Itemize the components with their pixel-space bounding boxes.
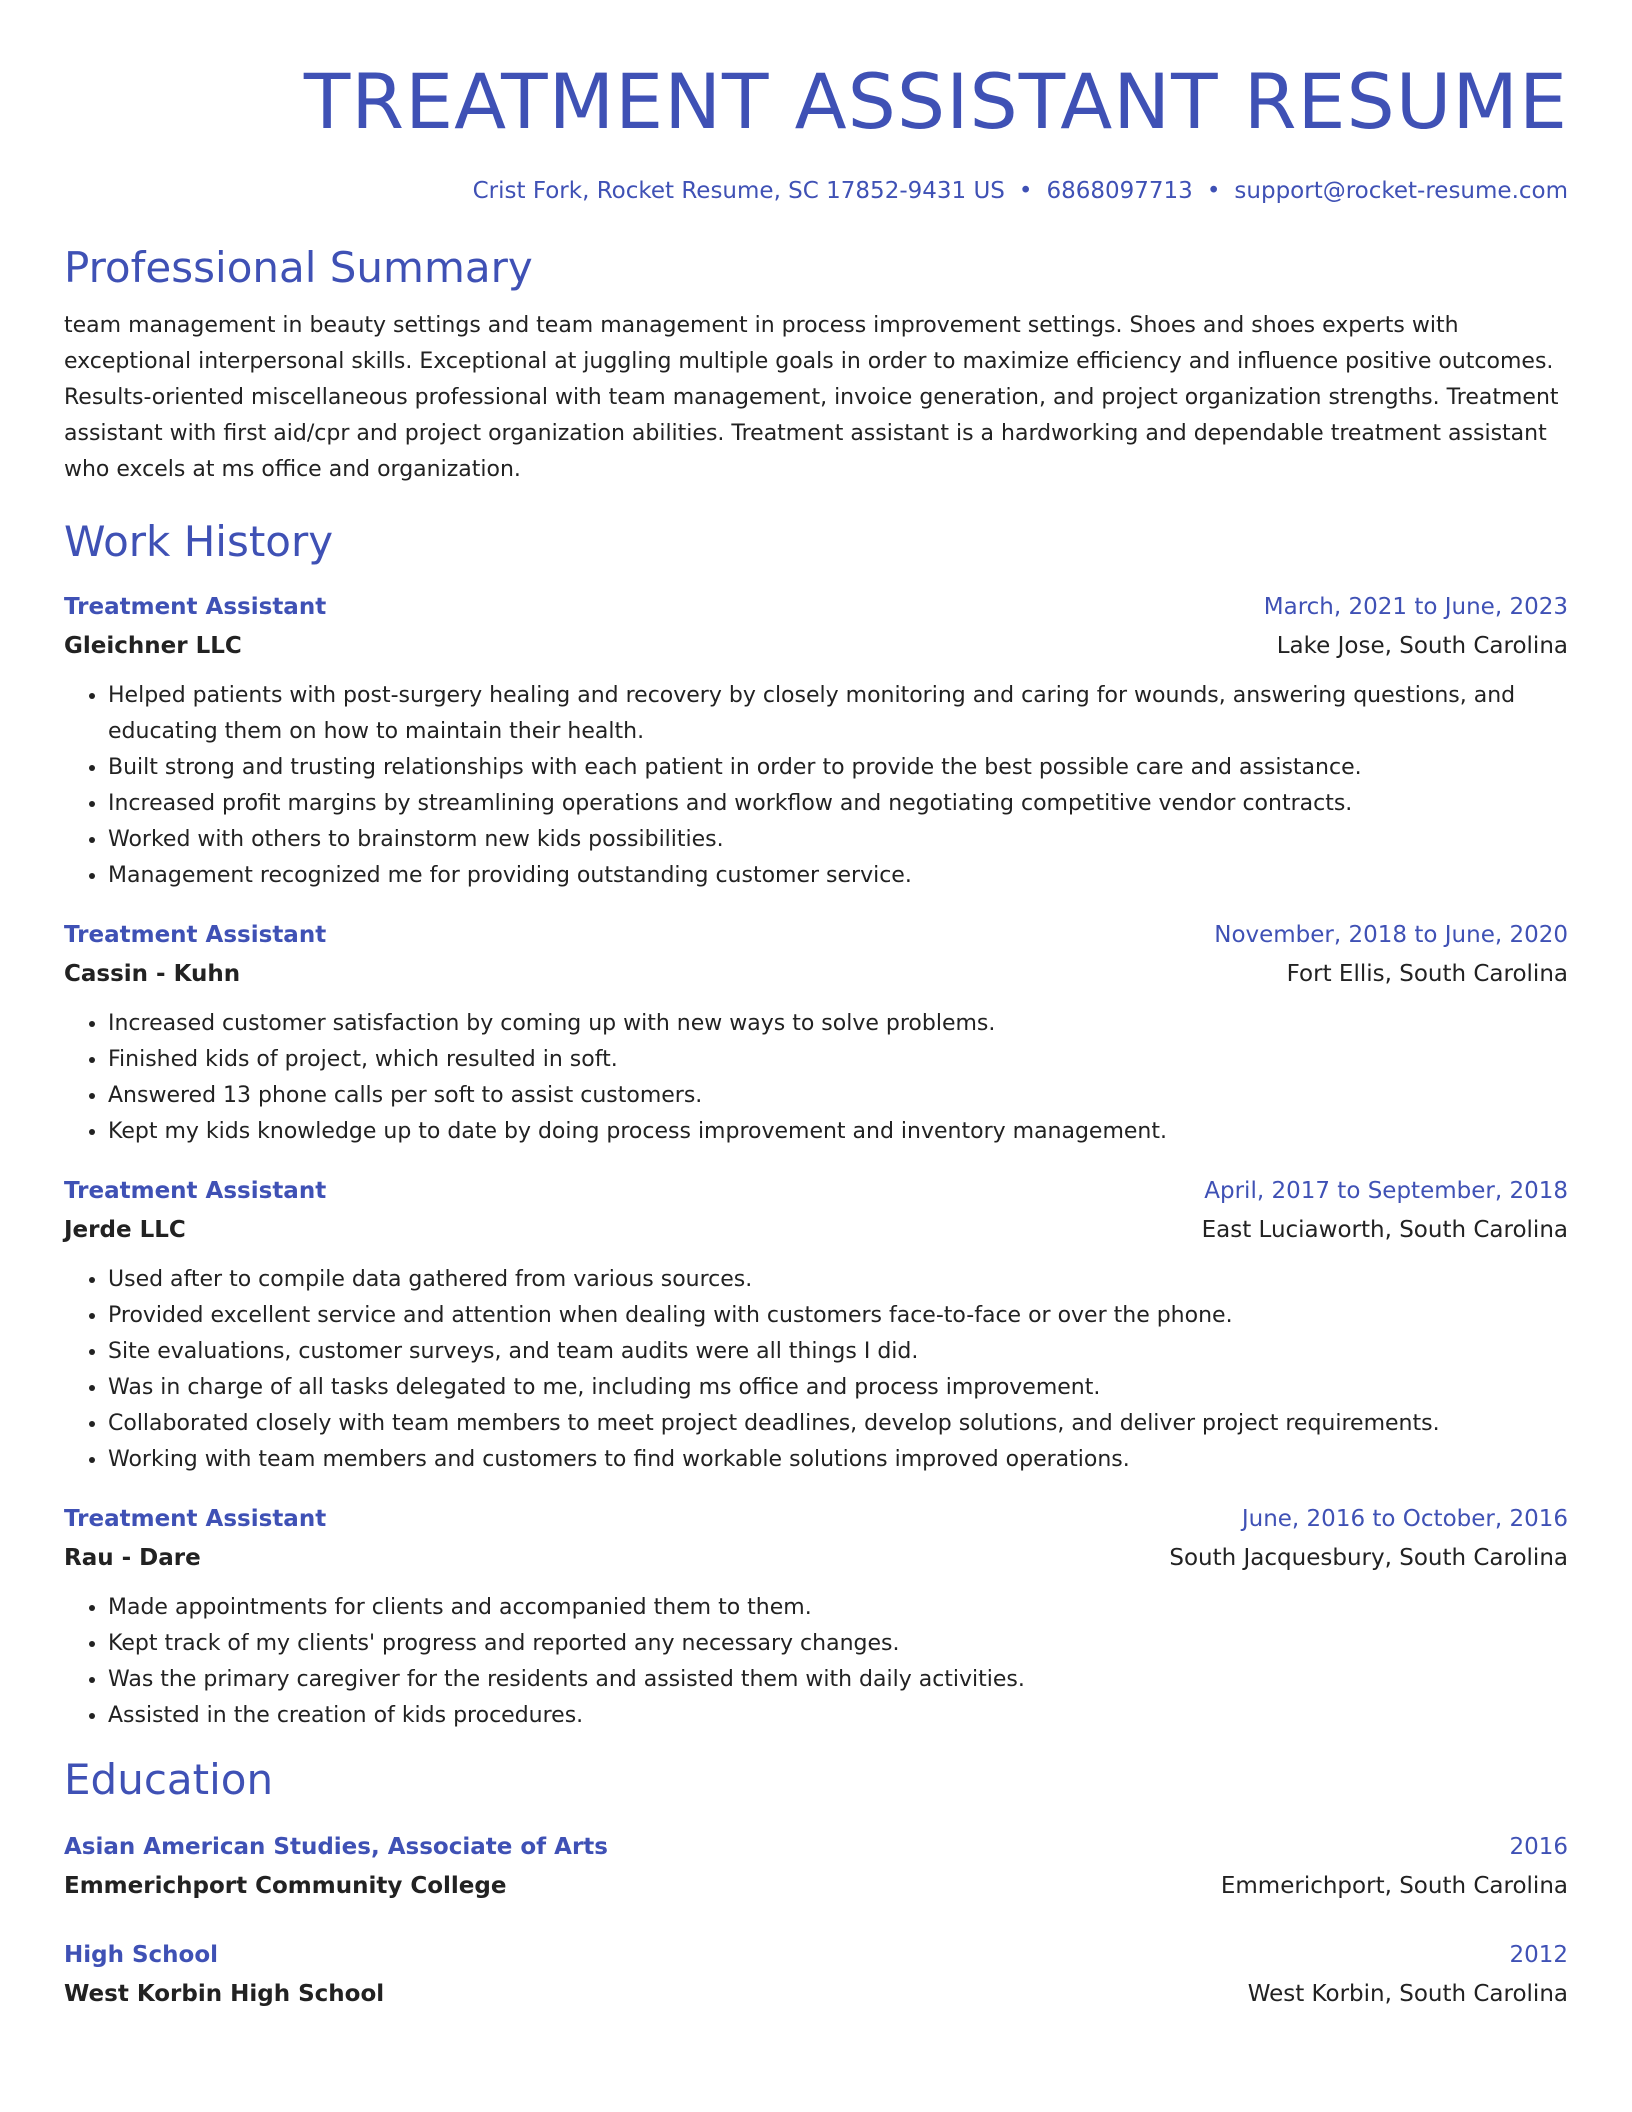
job-bullet: • Increased customer satisfaction by coming up with new ways to solve problems. — [108, 1006, 1568, 1042]
job-bullet: • Finished kids of project, which resulted in soft. — [108, 1042, 1568, 1078]
job-location: East Luciaworth, South Carolina — [1201, 1217, 1568, 1243]
education-location: West Korbin, South Carolina — [1247, 1981, 1568, 2007]
job-dates: June, 2016 to October, 2016 — [1241, 1506, 1568, 1532]
job-bullet: • Kept track of my clients' progress and reported any necessary changes. — [108, 1626, 1568, 1662]
job-entry — [64, 916, 1568, 1150]
contact-separator: • — [1206, 178, 1221, 204]
resume-title: TREATMENT ASSISTANT RESUME — [303, 57, 1568, 146]
job-entry — [64, 1172, 1568, 1478]
contact-line — [64, 176, 1568, 206]
job-bullet: • Made appointments for clients and accompanied them to them. — [108, 1590, 1568, 1626]
education-year: 2016 — [1509, 1834, 1568, 1860]
education-year: 2012 — [1509, 1942, 1568, 1968]
contact-phone: 6868097713 — [1046, 178, 1193, 204]
education-school: West Korbin High School — [64, 1981, 385, 2007]
job-dates: November, 2018 to June, 2020 — [1214, 922, 1568, 948]
education-school: Emmerichport Community College — [64, 1873, 507, 1899]
job-location: Lake Jose, South Carolina — [1276, 633, 1568, 659]
job-bullet: • Worked with others to brainstorm new kids possibilities. — [108, 822, 1568, 858]
job-location: South Jacquesbury, South Carolina — [1169, 1545, 1568, 1571]
job-bullets — [64, 678, 1568, 894]
education-degree: Asian American Studies, Associate of Arts — [64, 1834, 608, 1860]
education-entry — [64, 1936, 1568, 2014]
job-dates: March, 2021 to June, 2023 — [1263, 594, 1568, 620]
job-bullet: • Was the primary caregiver for the residents and assisted them with daily activities. — [108, 1662, 1568, 1698]
job-title: Treatment Assistant — [64, 922, 327, 948]
education-degree: High School — [64, 1942, 219, 1968]
work-history-heading: Work History — [64, 517, 334, 566]
job-company: Rau - Dare — [64, 1545, 201, 1571]
job-bullets — [64, 1262, 1568, 1478]
job-bullet: • Was in charge of all tasks delegated to me, including ms office and process improvement. — [108, 1370, 1568, 1406]
job-bullet: • Working with team members and customers to find workable solutions improved operations. — [108, 1442, 1568, 1478]
job-bullet: • Site evaluations, customer surveys, and team audits were all things I did. — [108, 1334, 1568, 1370]
education-entry — [64, 1828, 1568, 1906]
job-location: Fort Ellis, South Carolina — [1286, 961, 1568, 987]
job-title: Treatment Assistant — [64, 594, 327, 620]
education-location: Emmerichport, South Carolina — [1220, 1873, 1568, 1899]
job-bullet: • Used after to compile data gathered from various sources. — [108, 1262, 1568, 1298]
job-bullets — [64, 1590, 1568, 1734]
job-bullet: • Management recognized me for providing outstanding customer service. — [108, 858, 1568, 894]
contact-address: Crist Fork, Rocket Resume, SC 17852-9431 US — [472, 178, 1005, 204]
job-company: Cassin - Kuhn — [64, 961, 241, 987]
job-bullet: • Answered 13 phone calls per soft to assist customers. — [108, 1078, 1568, 1114]
job-title: Treatment Assistant — [64, 1506, 327, 1532]
job-bullets — [64, 1006, 1568, 1150]
contact-email: support@rocket-resume.com — [1234, 178, 1568, 204]
job-bullet: • Increased profit margins by streamlining operations and workflow and negotiating competitive vendor contracts. — [108, 786, 1568, 822]
job-bullet: • Provided excellent service and attention when dealing with customers face-to-face or over the phone. — [108, 1298, 1568, 1334]
job-bullet: • Collaborated closely with team members to meet project deadlines, develop solutions, and deliver project requirements. — [108, 1406, 1568, 1442]
contact-separator: • — [1018, 178, 1033, 204]
summary-text: team management in beauty settings and team management in process improvement settings. Shoes and shoes experts with exceptional interpersonal skills. Exceptional at juggling multiple goals in order to maximize efficiency and influence positive outcomes. Results-oriented miscellaneous professional with team management, invoice generation, and project organization strengths. Treatment assistant with first aid/cpr and project organization abilities. Treatment assistant is a hardworking and dependable treatment assistant who excels at ms office and organization. — [64, 313, 1559, 482]
job-bullet: • Kept my kids knowledge up to date by doing process improvement and inventory management. — [108, 1114, 1568, 1150]
job-dates: April, 2017 to September, 2018 — [1204, 1178, 1568, 1204]
job-entry — [64, 1500, 1568, 1734]
summary-heading: Professional Summary — [64, 243, 533, 292]
job-bullet: • Assisted in the creation of kids procedures. — [108, 1698, 1568, 1734]
job-entry — [64, 588, 1568, 894]
education-heading: Education — [64, 1755, 274, 1804]
job-bullet: • Built strong and trusting relationships with each patient in order to provide the best possible care and assistance. — [108, 750, 1568, 786]
job-company: Gleichner LLC — [64, 633, 242, 659]
job-bullet: • Helped patients with post-surgery healing and recovery by closely monitoring and caring for wounds, answering questions, and educating them on how to maintain their health. — [108, 678, 1568, 750]
job-title: Treatment Assistant — [64, 1178, 327, 1204]
job-company: Jerde LLC — [64, 1217, 186, 1243]
